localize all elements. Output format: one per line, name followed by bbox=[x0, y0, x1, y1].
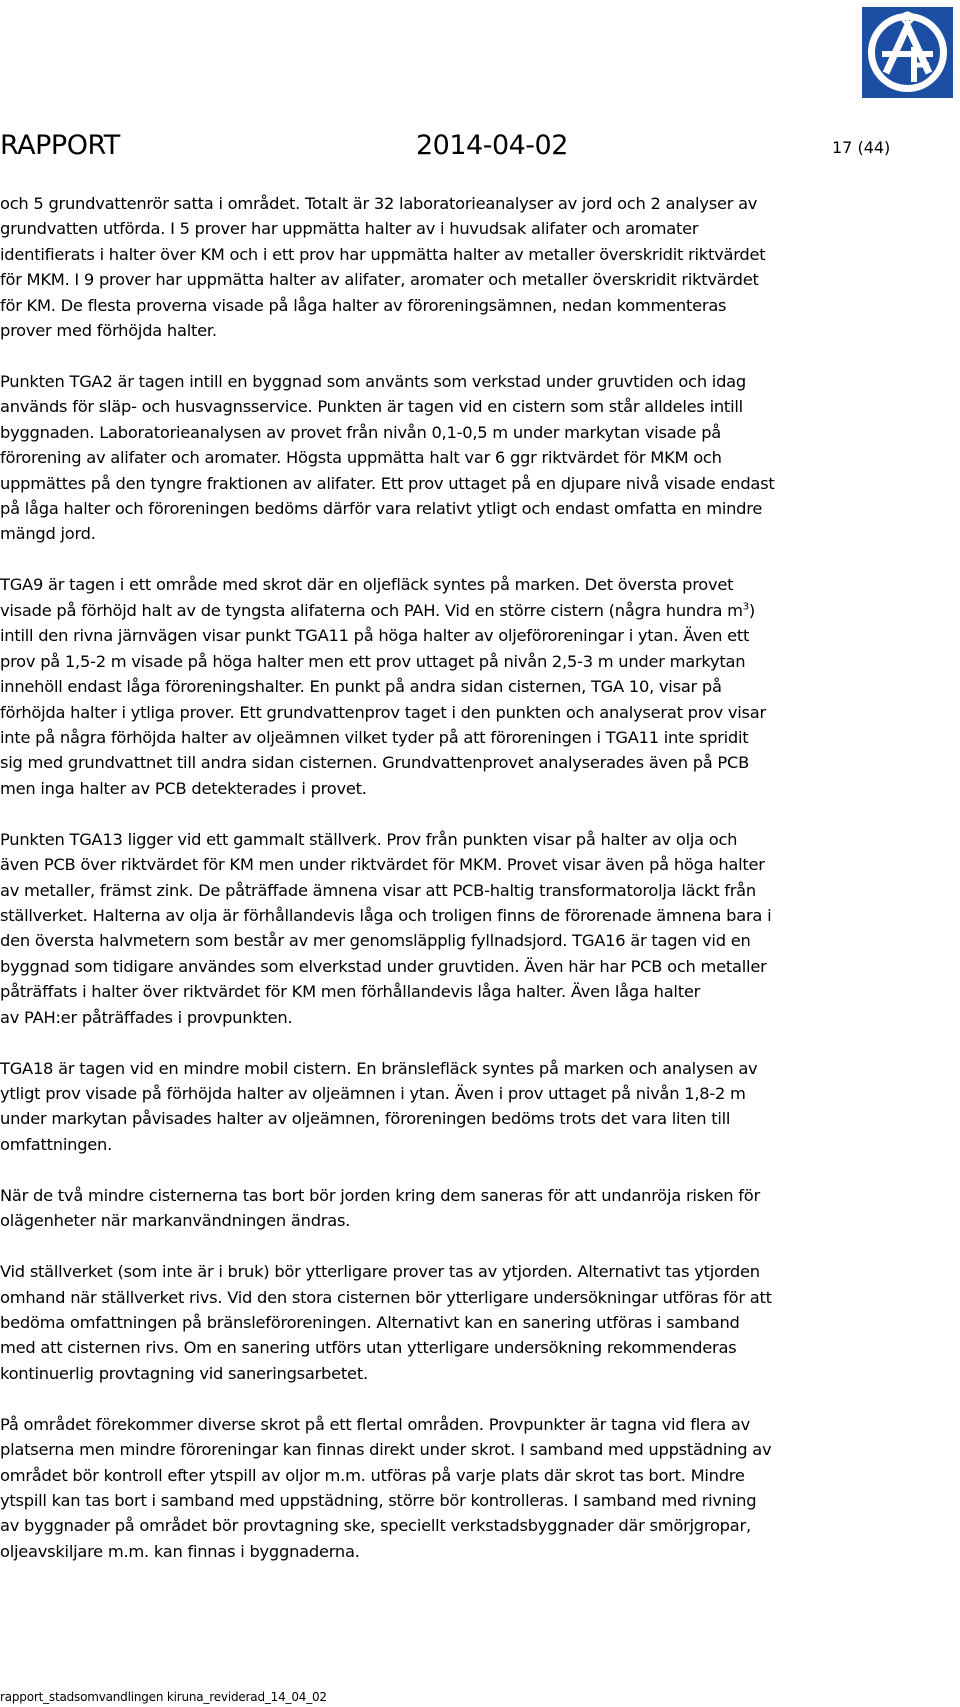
text-line: ytspill kan tas bort i samband med uppstädning, större bör kontrolleras. I samband med rivning bbox=[0, 1491, 757, 1511]
text-line: omfattningen. bbox=[0, 1134, 113, 1154]
document-date: 2014-04-02 bbox=[416, 130, 568, 161]
text-line: förorening av alifater och aromater. Högsta uppmätta halt var 6 ggr riktvärdet för MKM och bbox=[0, 448, 722, 468]
text-line: Punkten TGA13 ligger vid ett gammalt ställverk. Prov från punkten visar på halter av olja och bbox=[0, 829, 738, 849]
paragraph-tga18 bbox=[0, 1056, 834, 1158]
text-line: används för släp- och husvagnsservice. Punkten är tagen vid en cistern som står alldeles intill bbox=[0, 397, 743, 417]
paragraph-stallverket bbox=[0, 1259, 834, 1386]
text-line: sig med grundvattnet till andra sidan cisternen. Grundvattenprovet analyserades även på PCB bbox=[0, 753, 750, 773]
text-line: intill den rivna järnvägen visar punkt TGA11 på höga halter av oljeföroreningar i ytan. Även ett bbox=[0, 626, 750, 646]
text-line: och 5 grundvattenrör satta i området. Totalt är 32 laboratorieanalyser av jord och 2 analyser av bbox=[0, 194, 758, 213]
superscript: 3 bbox=[742, 601, 749, 613]
text-line: grundvatten utförda. I 5 prover har uppmätta halter av i huvudsak alifater och aromater bbox=[0, 219, 699, 239]
text-line: olägenheter när markanvändningen ändras. bbox=[0, 1211, 351, 1231]
text-line: mängd jord. bbox=[0, 524, 96, 544]
text-line: även PCB över riktvärdet för KM men under riktvärdet för MKM. Provet visar även på höga halter bbox=[0, 855, 765, 875]
text-line: När de två mindre cisternerna tas bort bör jorden kring dem saneras för att undanröja risken för bbox=[0, 1185, 760, 1205]
text-line: av metaller, främst zink. De påträffade ämnena visar att PCB-haltig transformatorolja läckt från bbox=[0, 880, 756, 900]
text-line: TGA9 är tagen i ett område med skrot där en oljefläck syntes på marken. Det översta provet bbox=[0, 575, 734, 595]
af-logo-icon bbox=[862, 7, 953, 98]
text-line: ställverket. Halterna av olja är förhållandevis låga och troligen finns de förorenade ämnena bara i bbox=[0, 905, 772, 925]
text-line: under markytan påvisades halter av oljeämnen, föroreningen bedöms trots det vara liten till bbox=[0, 1109, 731, 1129]
paragraph-tga13 bbox=[0, 827, 834, 1030]
paragraph-tga2 bbox=[0, 369, 834, 547]
paragraph-cisterns bbox=[0, 1183, 834, 1234]
text-line: påträffats i halter över riktvärdet för KM men förhållandevis låga halter. Även låga halter bbox=[0, 982, 701, 1002]
footer-filename: rapport_stadsomvandlingen kiruna_reviderad_14_04_02 bbox=[0, 1690, 327, 1704]
text-line: prover med förhöjda halter. bbox=[0, 321, 217, 341]
text-line: omhand när ställverket rivs. Vid den stora cisternen bör ytterligare undersökningar utföras för att bbox=[0, 1287, 772, 1307]
text-line: med att cisternen rivs. Om en sanering utförs utan ytterligare undersökning rekommenderas bbox=[0, 1338, 737, 1358]
text-line: uppmättes på den tyngre fraktionen av alifater. Ett prov uttaget på en djupare nivå visade endast bbox=[0, 473, 775, 493]
text-line: TGA18 är tagen vid en mindre mobil cistern. En bränslefläck syntes på marken och analysen av bbox=[0, 1058, 758, 1078]
paragraph-intro bbox=[0, 191, 834, 343]
text-line: innehöll endast låga föroreningshalter. En punkt på andra sidan cisternen, TGA 10, visar på bbox=[0, 677, 722, 697]
text-line: för KM. De flesta proverna visade på låga halter av föroreningsämnen, nedan kommenteras bbox=[0, 295, 727, 315]
document-type: RAPPORT bbox=[0, 130, 120, 161]
paragraph-tga9 bbox=[0, 572, 834, 801]
text-line: prov på 1,5-2 m visade på höga halter men ett prov uttaget på nivån 2,5-3 m under markytan bbox=[0, 651, 746, 671]
text-line: Vid ställverket (som inte är i bruk) bör ytterligare prover tas av ytjorden. Alternativt tas ytjorden bbox=[0, 1262, 760, 1282]
text-line: området bör kontroll efter ytspill av oljor m.m. utföras på varje plats där skrot tas bort. Mindre bbox=[0, 1465, 745, 1485]
text-line: kontinuerlig provtagning vid saneringsarbetet. bbox=[0, 1363, 368, 1383]
text-line: av byggnader på området bör provtagning ske, speciellt verkstadsbyggnader där smörjgropar, bbox=[0, 1516, 751, 1536]
text-line: På området förekommer diverse skrot på ett flertal områden. Provpunkter är tagna vid flera av bbox=[0, 1414, 751, 1434]
text-line: förhöjda halter i ytliga prover. Ett grundvattenprov taget i den punkten och analyserat prov visar bbox=[0, 702, 766, 722]
text-fragment: ) bbox=[748, 600, 755, 620]
text-line: oljeavskiljare m.m. kan finnas i byggnaderna. bbox=[0, 1541, 360, 1561]
text-line: för MKM. I 9 prover har uppmätta halter av alifater, aromater och metaller överskridit riktvärdet bbox=[0, 270, 759, 290]
text-line: ytligt prov visade på förhöjda halter av oljeämnen i ytan. Även i prov uttaget på nivån 1,8-2 m bbox=[0, 1083, 746, 1103]
text-line: men inga halter av PCB detekterades i provet. bbox=[0, 778, 367, 798]
text-line: identifierats i halter över KM och i ett prov har uppmätta halter av metaller överskridit riktvärdet bbox=[0, 244, 766, 264]
text-line: Punkten TGA2 är tagen intill en byggnad som använts som verkstad under gruvtiden och idag bbox=[0, 372, 746, 392]
paragraph-skrot bbox=[0, 1412, 834, 1564]
text-line: den översta halvmetern som består av mer genomsläpplig fyllnadsjord. TGA16 är tagen vid en bbox=[0, 931, 751, 951]
report-body bbox=[0, 191, 834, 1590]
text-line: byggnaden. Laboratorieanalysen av provet från nivån 0,1-0,5 m under markytan visade på bbox=[0, 422, 722, 442]
text-line: av PAH:er påträffades i provpunkten. bbox=[0, 1007, 293, 1027]
page-header bbox=[0, 128, 960, 168]
text-line: platserna men mindre föroreningar kan finnas direkt under skrot. I samband med uppstädning av bbox=[0, 1440, 772, 1460]
text-line: bedöma omfattningen på bränsleföroreningen. Alternativt kan en sanering utföras i samband bbox=[0, 1313, 740, 1332]
text-line: på låga halter och föroreningen bedöms därför vara relativt ytligt och endast omfatta en mindre bbox=[0, 499, 763, 519]
page-number: 17 (44) bbox=[832, 138, 891, 157]
text-line: inte på några förhöjda halter av oljeämnen vilket tyder på att föroreningen i TGA11 inte spridit bbox=[0, 727, 749, 747]
text-line: visade på förhöjd halt av de tyngsta alifaterna och PAH. Vid en större cistern (några hundra m bbox=[0, 600, 743, 620]
text-line: byggnad som tidigare användes som elverkstad under gruvtiden. Även här har PCB och metaller bbox=[0, 956, 767, 976]
